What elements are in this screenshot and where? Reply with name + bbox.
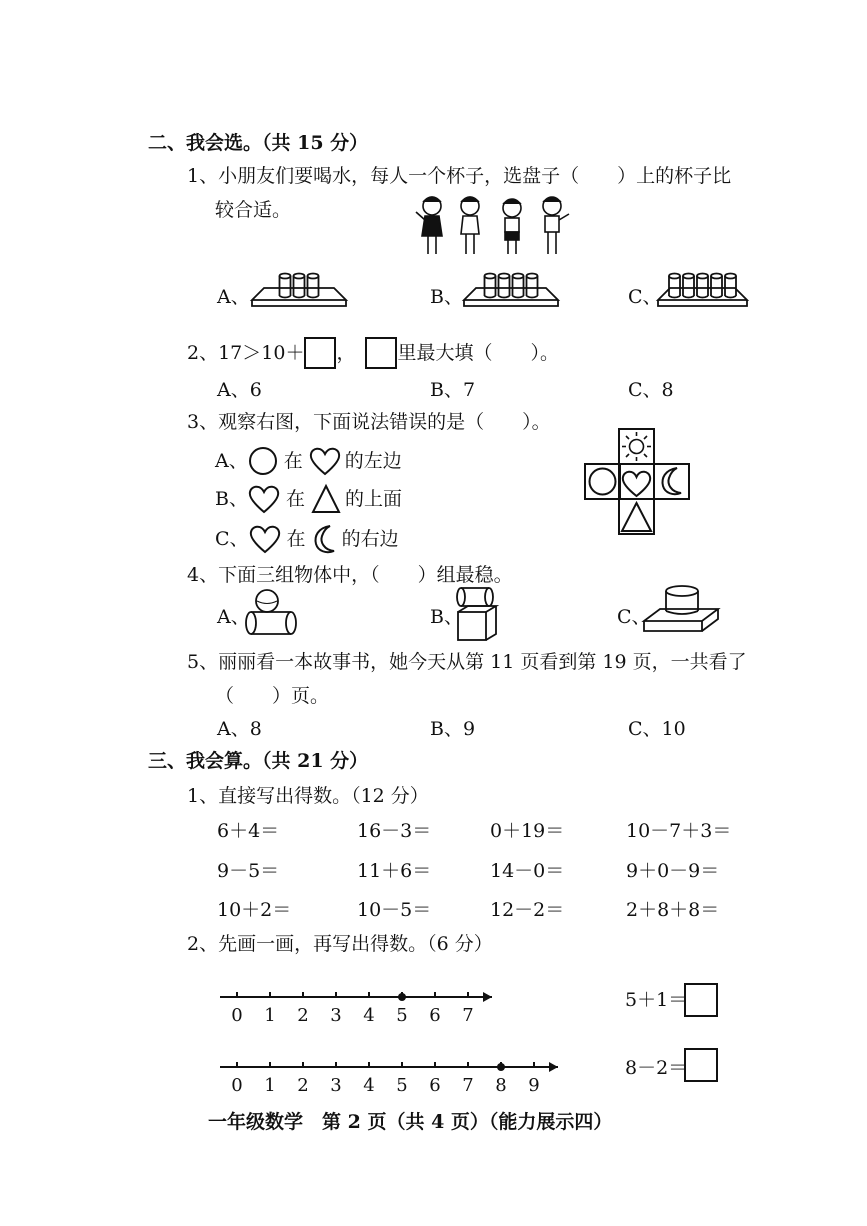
sun-icon <box>622 432 651 461</box>
tick-label: 4 <box>363 1005 375 1026</box>
tick-label: 2 <box>297 1005 309 1026</box>
answer-box-1[interactable] <box>684 983 718 1017</box>
cylinder-on-cube-icon <box>455 586 499 642</box>
arrow-head-icon <box>549 1062 558 1072</box>
triangle-icon <box>311 484 341 514</box>
tick-label: 4 <box>363 1075 375 1096</box>
heart-icon <box>309 446 341 476</box>
cup-icon <box>308 274 319 298</box>
calc-item[interactable]: 12－2＝ <box>490 899 565 921</box>
q5-option-b: B、9 <box>430 718 476 740</box>
number-line-1[interactable] <box>215 985 500 1025</box>
circle-icon <box>248 446 278 476</box>
q2-mid: ， <box>336 342 356 364</box>
q3-option-b-label: B、 <box>215 488 248 510</box>
sphere-on-cylinder-icon <box>243 588 299 638</box>
q4-option-b-label: B、 <box>430 606 463 628</box>
triangle-icon <box>622 503 651 531</box>
q4-option-c-label: C、 <box>617 606 651 628</box>
q3-option-b-word: 在 <box>285 488 305 510</box>
q5-option-c: C、10 <box>628 718 686 740</box>
question-3-stem: 3、观察右图，下面说法错误的是（ ）。 <box>187 411 551 433</box>
tick-label: 0 <box>231 1075 243 1096</box>
q5-option-a: A、8 <box>217 718 262 740</box>
start-dot <box>497 1063 505 1071</box>
tick-label: 6 <box>429 1005 441 1026</box>
cup-icon <box>485 274 496 298</box>
arrow-head-icon <box>483 992 492 1002</box>
calc-item[interactable]: 2＋8＋8＝ <box>626 899 720 921</box>
q1-option-c-label: C、 <box>628 286 662 308</box>
cup-icon <box>499 274 510 298</box>
q3-option-a-label: A、 <box>215 450 248 472</box>
q4-option-a-label: A、 <box>217 606 250 628</box>
tick-label: 3 <box>330 1005 342 1026</box>
child-figure <box>416 197 442 254</box>
cup-icon <box>280 274 291 298</box>
heart-icon <box>249 524 281 554</box>
q3-option-b-end: 的上面 <box>344 488 402 510</box>
circle-icon <box>590 469 616 495</box>
plate-with-cups-b <box>462 270 562 315</box>
q2-prefix: 2、17＞10＋ <box>187 342 305 364</box>
calc-item[interactable]: 9＋0－9＝ <box>626 860 720 882</box>
equation-1: 5＋1＝ <box>625 989 688 1011</box>
q3-option-a-end: 的左边 <box>344 450 402 472</box>
question-5-line-2: （ ）页。 <box>215 685 330 707</box>
plate-shape <box>464 288 558 300</box>
tick-label: 7 <box>462 1005 474 1026</box>
child-figure <box>461 197 479 254</box>
calc-item[interactable]: 11＋6＝ <box>357 860 432 882</box>
calc-item[interactable]: 10＋2＝ <box>217 899 292 921</box>
tick-label: 7 <box>462 1075 474 1096</box>
cup-icon <box>294 274 305 298</box>
question-4-stem: 4、下面三组物体中，（ ）组最稳。 <box>187 564 513 586</box>
children-illustration <box>410 192 580 262</box>
q2-blank-box[interactable] <box>304 337 336 369</box>
heart-icon <box>248 484 280 514</box>
q2-option-c: C、8 <box>628 379 674 401</box>
cup-icon <box>527 274 538 298</box>
cup-icon <box>683 274 694 298</box>
cylinder-on-slab-icon <box>642 585 720 635</box>
moon-icon <box>663 468 681 494</box>
number-line-2[interactable] <box>215 1055 565 1095</box>
page-footer: 一年级数学 第 2 页（共 4 页）（能力展示四） <box>208 1111 613 1133</box>
plate-with-cups-a <box>250 270 350 315</box>
cup-icon <box>725 274 736 298</box>
cup-icon <box>697 274 708 298</box>
tick-label: 5 <box>396 1075 408 1096</box>
q3-option-b <box>215 484 402 514</box>
calc-question-1-stem: 1、直接写出得数。（12 分） <box>187 785 429 807</box>
heart-icon <box>623 472 650 496</box>
tick-label: 5 <box>396 1005 408 1026</box>
calc-item[interactable]: 10－7＋3＝ <box>626 820 732 842</box>
calc-item[interactable]: 10－5＝ <box>357 899 432 921</box>
calc-item[interactable]: 16－3＝ <box>357 820 432 842</box>
q3-option-a-word: 在 <box>283 450 303 472</box>
moon-icon <box>312 524 338 554</box>
q2-suffix: 里最大填（ ）。 <box>397 342 559 364</box>
section-3-title: 三、我会算。（共 21 分） <box>148 750 369 772</box>
answer-box-2[interactable] <box>684 1048 718 1082</box>
q2-option-a: A、6 <box>217 379 262 401</box>
calc-item[interactable]: 14－0＝ <box>490 860 565 882</box>
calc-question-2-stem: 2、先画一画，再写出得数。（6 分） <box>187 933 493 955</box>
q3-option-a <box>215 446 402 476</box>
calc-item[interactable]: 6＋4＝ <box>217 820 280 842</box>
cube-net-figure <box>584 427 690 537</box>
tick-label: 3 <box>330 1075 342 1096</box>
q3-option-c-end: 的右边 <box>341 528 399 550</box>
q3-option-c-label: C、 <box>215 528 249 550</box>
equation-2: 8－2＝ <box>625 1057 688 1079</box>
section-2-title: 二、我会选。（共 15 分） <box>148 132 369 154</box>
question-2-line <box>187 337 559 369</box>
question-1-line-1: 1、小朋友们要喝水，每人一个杯子，选盘子（ ）上的杯子比 <box>187 165 732 187</box>
plate-with-cups-c <box>656 270 751 315</box>
question-5-line-1: 5、丽丽看一本故事书，她今天从第 11 页看到第 19 页，一共看了 <box>187 651 747 673</box>
tick-label: 6 <box>429 1075 441 1096</box>
calc-item[interactable]: 9－5＝ <box>217 860 280 882</box>
q1-option-a-label: A、 <box>217 286 250 308</box>
start-dot <box>398 993 406 1001</box>
tick-label: 2 <box>297 1075 309 1096</box>
question-1-line-2: 较合适。 <box>215 199 292 221</box>
cup-icon <box>513 274 524 298</box>
child-figure <box>543 197 569 254</box>
q2-blank-box-ref <box>365 337 397 369</box>
cup-icon <box>711 274 722 298</box>
q3-option-c <box>215 524 399 554</box>
tick-label: 0 <box>231 1005 243 1026</box>
tick-label: 1 <box>264 1075 276 1096</box>
cup-icon <box>669 274 680 298</box>
q1-option-b-label: B、 <box>430 286 463 308</box>
tick-label: 9 <box>528 1075 540 1096</box>
child-figure <box>503 199 521 254</box>
tick-label: 8 <box>495 1075 507 1096</box>
q3-option-c-word: 在 <box>286 528 306 550</box>
q2-option-b: B、7 <box>430 379 476 401</box>
tick-label: 1 <box>264 1005 276 1026</box>
calc-item[interactable]: 0＋19＝ <box>490 820 565 842</box>
